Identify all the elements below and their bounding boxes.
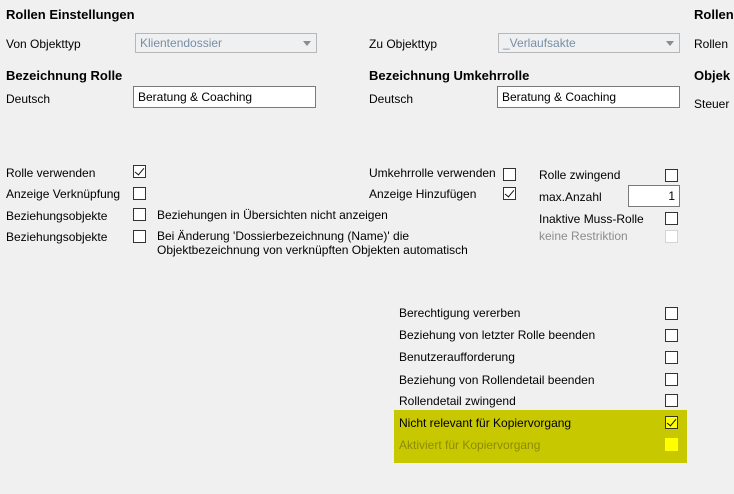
beziehungsobjekte-1-description: Beziehungen in Übersichten nicht anzeigen — [157, 208, 388, 222]
from-type-value: Klientendossier — [140, 36, 223, 50]
right-rollen-label: Rollen — [694, 37, 729, 51]
rollendetail-zwingend-label: Rollendetail zwingend — [399, 394, 516, 408]
beziehung-letzte-rolle-label: Beziehung von letzter Rolle beenden — [399, 328, 596, 342]
beziehung-letzte-rolle-checkbox[interactable] — [665, 329, 678, 342]
reverse-name-input[interactable]: Beratung & Coaching — [497, 86, 680, 108]
beziehungsobjekte-2-description-line2: Objektbezeichnung von verknüpften Objekten automatisch — [157, 243, 468, 257]
chevron-down-icon — [303, 41, 311, 46]
section-title-rollen-einstellungen: Rollen Einstellungen — [6, 7, 135, 22]
to-type-label: Zu Objekttyp — [369, 37, 438, 51]
inaktive-muss-rolle-label: Inaktive Muss-Rolle — [539, 212, 644, 226]
beziehungsobjekte-2-checkbox[interactable] — [133, 230, 146, 243]
rolle-verwenden-label: Rolle verwenden — [6, 166, 96, 180]
section-title-rollen-cut: Rollen — [694, 7, 734, 22]
anzeige-verknuepfung-checkbox[interactable] — [133, 187, 146, 200]
keine-restriktion-checkbox[interactable] — [665, 230, 678, 243]
umkehrrolle-verwenden-checkbox[interactable] — [503, 168, 516, 181]
to-type-select[interactable] — [498, 33, 680, 53]
berechtigung-vererben-label: Berechtigung vererben — [399, 306, 521, 320]
section-title-bezeichnung-rolle: Bezeichnung Rolle — [6, 68, 123, 83]
beziehung-rollendetail-label: Beziehung von Rollendetail beenden — [399, 373, 595, 387]
section-title-bezeichnung-umkehrrolle: Bezeichnung Umkehrrolle — [369, 68, 530, 83]
max-anzahl-input[interactable]: 1 — [628, 185, 680, 207]
right-steuer-label: Steuer — [694, 97, 730, 111]
nicht-relevant-kopier-label: Nicht relevant für Kopiervorgang — [399, 416, 572, 430]
beziehungsobjekte-1-label: Beziehungsobjekte — [6, 209, 108, 223]
keine-restriktion-label: keine Restriktion — [539, 229, 628, 243]
reverse-name-label: Deutsch — [369, 92, 414, 106]
rolle-verwenden-checkbox[interactable] — [133, 165, 146, 178]
umkehrrolle-verwenden-label: Umkehrrolle verwenden — [369, 166, 496, 180]
rollendetail-zwingend-checkbox[interactable] — [665, 394, 678, 407]
beziehungsobjekte-2-label: Beziehungsobjekte — [6, 230, 108, 244]
rolle-zwingend-checkbox[interactable] — [665, 169, 678, 182]
rolle-zwingend-label: Rolle zwingend — [539, 168, 621, 182]
berechtigung-vererben-checkbox[interactable] — [665, 307, 678, 320]
role-name-input[interactable]: Beratung & Coaching — [133, 86, 316, 108]
beziehungsobjekte-1-checkbox[interactable] — [133, 208, 146, 221]
beziehungsobjekte-2-description-line1: Bei Änderung 'Dossierbezeichnung (Name)' die — [157, 229, 410, 243]
role-name-label: Deutsch — [6, 92, 51, 106]
max-anzahl-label: max.Anzahl — [539, 190, 602, 204]
benutzeraufforderung-checkbox[interactable] — [665, 351, 678, 364]
anzeige-hinzufuegen-checkbox[interactable] — [503, 187, 516, 200]
anzeige-verknuepfung-label: Anzeige Verknüpfung — [6, 187, 121, 201]
section-title-objek-cut: Objek — [694, 68, 731, 83]
aktiviert-kopier-label: Aktiviert für Kopiervorgang — [399, 438, 541, 452]
nicht-relevant-kopier-checkbox[interactable] — [665, 416, 678, 429]
anzeige-hinzufuegen-label: Anzeige Hinzufügen — [369, 187, 477, 201]
from-type-select[interactable] — [135, 33, 317, 53]
beziehung-rollendetail-checkbox[interactable] — [665, 373, 678, 386]
to-type-value: _Verlaufsakte — [503, 36, 576, 50]
chevron-down-icon — [666, 41, 674, 46]
inaktive-muss-rolle-checkbox[interactable] — [665, 212, 678, 225]
benutzeraufforderung-label: Benutzeraufforderung — [399, 350, 515, 364]
from-type-label: Von Objekttyp — [6, 37, 81, 51]
aktiviert-kopier-checkbox[interactable] — [665, 438, 678, 451]
